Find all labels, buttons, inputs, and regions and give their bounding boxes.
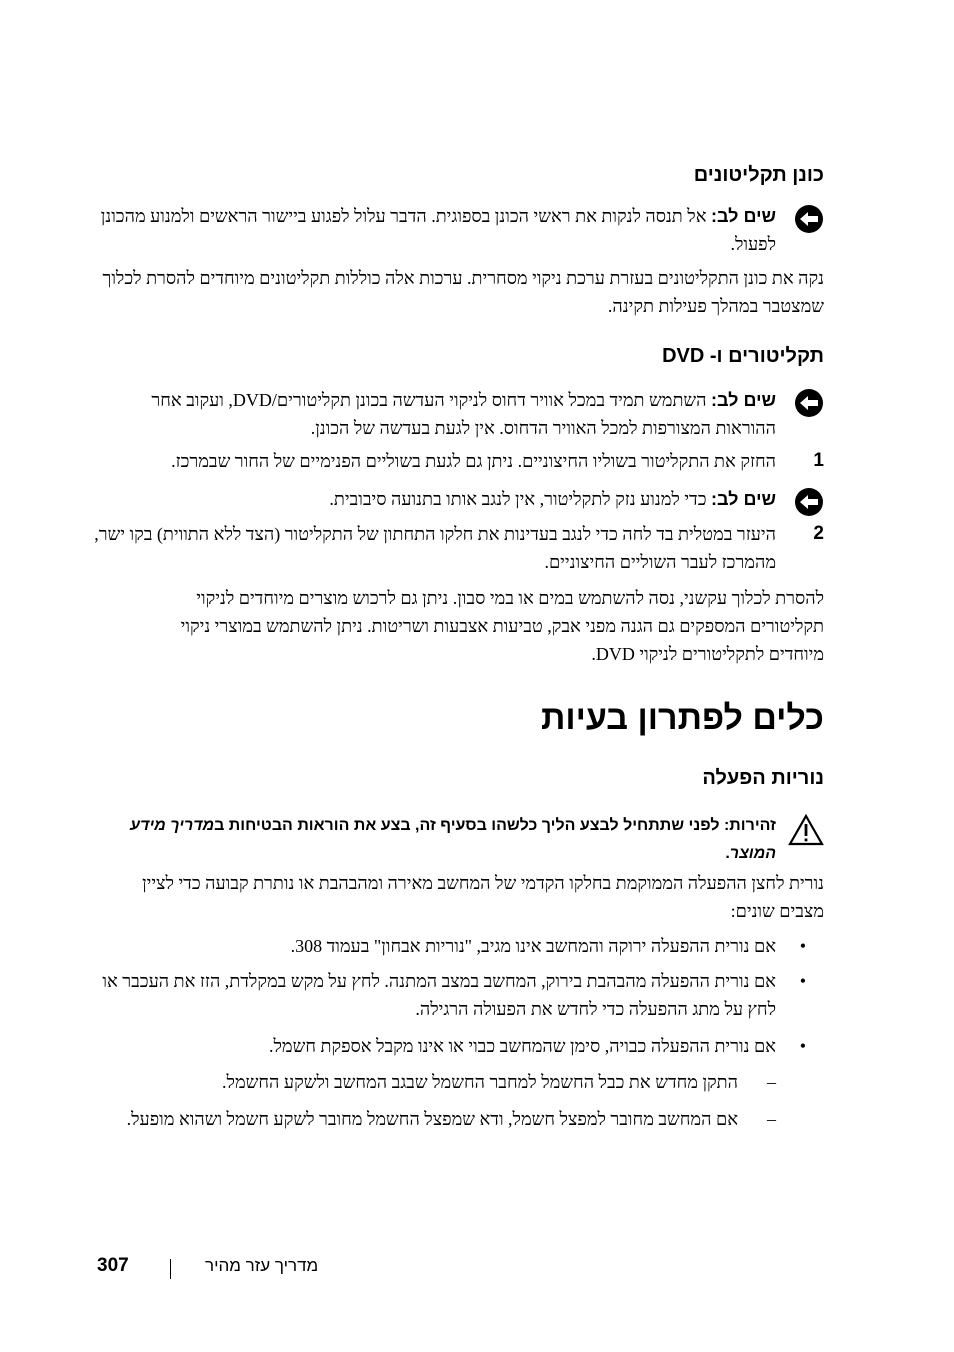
dash-mark: – [767,1109,776,1129]
bullet-mark: • [799,971,806,991]
dash-mark: – [767,1072,776,1092]
notice-floppy [94,202,824,258]
bullet-mark: • [799,936,806,956]
step-1 [94,447,824,475]
chapter-title: כלים לפתרון בעיות [541,699,824,737]
caution-text: לפני שתתחיל לבצע הליך כלשהו בסעיף זה, בצע את הוראות הבטיחות ב [214,817,724,834]
sub-list-item [86,1068,776,1096]
step-2 [94,520,824,576]
heading-floppy-drive: כונן תקליטונים [693,164,824,186]
list-item [94,1032,824,1060]
bullet-text: אם נורית ההפעלה מהבהבת בירוק, המחשב במצב המתנה. לחץ על מקש במקלדת, הזז את העכבר או לחץ על מתג ההפעלה כדי לחדש את הפעולה הרגילה. [102,971,776,1019]
paragraph-power-light-intro: נורית לחצן ההפעלה הממוקמת בחלקו הקדמי של המחשב מאירה ומהבהבת או נותרת קבועה כדי לציין מצבים שונים: [142,873,824,921]
paragraph-floppy-cleaning: נקה את כונן התקליטונים בעזרת ערכת ניקוי מסחרית. ערכות אלה כוללות תקליטונים מיוחדים להסרת לכלוך שמצטבר במהלך פעילות תקינה. [102,268,824,316]
notice-label: שים לב: [711,489,776,509]
bullet-text: אם נורית ההפעלה ירוקה והמחשב אינו מגיב, "נוריות אבחון" בעמוד 308. [290,936,776,956]
step-text: היעזר במטלית בד לחה כדי לנגב בעדינות את חלקו התחתון של התקליטור (הצד ללא התווית) בקו ישר, מהמרכז לעבר השוליים החיצוניים. [94,524,776,572]
notice-cd-wipe [94,485,824,513]
heading-cd-dvd: תקליטורים ו- DVD [662,345,824,367]
page-number: 307 [97,1255,129,1276]
heading-power-lights: נוריות הפעלה [702,767,824,789]
footer-title: מדריך עזר מהיר [205,1256,319,1275]
caution-doc-name: מדריך מידע המוצר [130,817,776,862]
notice-label: שים לב: [711,390,776,410]
notice-text: השתמש תמיד במכל אוויר דחוס לניקוי העדשה בכונן תקליטורים/DVD, ועקוב אחר ההוראות המצורפות למכל האוויר הדחוס. אין לגעת בעדשה של הכונן. [151,390,776,438]
notice-icon [794,487,824,517]
step-number: 1 [813,450,824,471]
notice-cd-lens [94,386,824,442]
footer-divider [170,1259,171,1279]
sub-list-item [86,1105,776,1133]
notice-icon [794,388,824,418]
step-text: החזק את התקליטור בשוליו החיצוניים. ניתן גם לגעת בשוליים הפנימיים של החור שבמרכז. [171,451,776,471]
caution-block: זהירות: לפני שתתחיל לבצע הליך כלשהו בסעיף זה, בצע את הוראות הבטיחות במדריך מידע המוצר. [94,812,824,868]
bullet-mark: • [799,1036,806,1056]
warning-triangle-icon [788,814,824,846]
notice-text: כדי למנוע נזק לתקליטור, אין לנגב אותו בתנועה סיבובית. [329,489,712,509]
sub-bullet-text: התקן מחדש את כבל החשמל למחבר החשמל שבגב המחשב ולשקע החשמל. [222,1072,738,1092]
paragraph-cd-cleaning: להסרת לכלוך עקשני, נסה להשתמש במים או במי סבון. ניתן גם לרכוש מוצרים מיוחדים לניקוי תקליטורים המספקים גם הגנה מפני אבק, טביעות אצבעות ושריטות. ניתן להשתמש במוצרי ניקוי מיוחדים לתקליטורים לניקוי DVD. [180,588,824,664]
list-item [94,932,824,960]
notice-icon [794,204,824,234]
sub-bullet-text: אם המחשב מחובר למפצל חשמל, ודא שמפצל החשמל מחובר לשקע חשמל ושהוא מופעל. [126,1109,738,1129]
notice-label: שים לב: [711,206,776,226]
bullet-text: אם נורית ההפעלה כבויה, סימן שהמחשב כבוי או אינו מקבל אספקת חשמל. [269,1036,776,1056]
caution-label: זהירות: [723,817,776,834]
step-number: 2 [813,523,824,544]
list-item [94,967,824,1023]
notice-text: אל תנסה לנקות את ראשי הכונן בספוגית. הדבר עלול לפגוע ביישור הראשים ולמנוע מהכונן לפעול. [100,206,776,254]
